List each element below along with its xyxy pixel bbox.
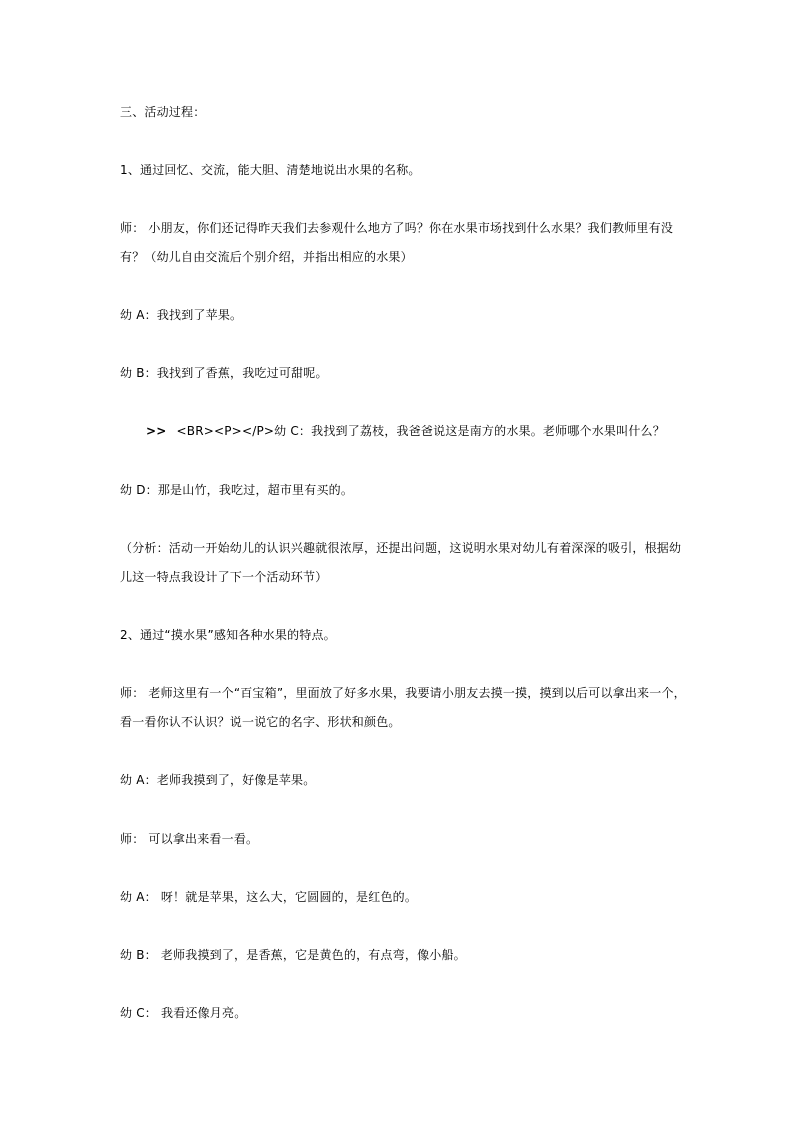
analysis-line-a: （分析：活动一开始幼儿的认识兴趣就很浓厚，还提出问题，这说明水果对幼儿有着深深的吸引，根据幼 bbox=[120, 541, 682, 555]
child-c-text: <BR><P></P>幼 C：我找到了荔枝，我爸爸说这是南方的水果。老师哪个水果叫什么？ bbox=[176, 424, 665, 438]
child-b-line-2: 幼 B： 老师我摸到了，是香蕉，它是黄色的，有点弯，像小船。 bbox=[120, 948, 466, 962]
teacher-line-1a: 师： 小朋友，你们还记得昨天我们去参观什么地方了吗？你在水果市场找到什么水果？我们教师里有没 bbox=[120, 221, 674, 235]
child-c-line-1 bbox=[146, 423, 665, 439]
child-c-line-2: 幼 C： 我看还像月亮。 bbox=[120, 1006, 247, 1020]
child-a-line-2: 幼 A：老师我摸到了，好像是苹果。 bbox=[120, 773, 316, 787]
teacher-line-2a: 师： 老师这里有一个“百宝箱”，里面放了好多水果，我要请小朋友去摸一摸，摸到以后可以拿出来一个， bbox=[120, 686, 686, 700]
step-1-heading: 1、通过回忆、交流，能大胆、清楚地说出水果的名称。 bbox=[120, 163, 421, 177]
teacher-line-1b: 有？（幼儿自由交流后个别介绍，并指出相应的水果） bbox=[120, 250, 413, 264]
marker-glyph: >> bbox=[146, 424, 167, 438]
child-d-line-1: 幼 D：那是山竹，我吃过，超市里有买的。 bbox=[120, 483, 354, 497]
step-2-heading: 2、通过“摸水果”感知各种水果的特点。 bbox=[120, 628, 336, 642]
child-a-line-3: 幼 A： 呀！就是苹果，这么大，它圆圆的，是红色的。 bbox=[120, 890, 418, 904]
teacher-line-2b: 看一看你认不认识？说一说它的名字、形状和颜色。 bbox=[120, 715, 401, 729]
child-b-line-1: 幼 B：我找到了香蕉，我吃过可甜呢。 bbox=[120, 366, 328, 380]
analysis-line-b: 儿这一特点我设计了下一个活动环节） bbox=[120, 570, 328, 584]
teacher-line-3: 师： 可以拿出来看一看。 bbox=[120, 832, 259, 846]
child-a-line-1: 幼 A：我找到了苹果。 bbox=[120, 308, 243, 322]
section-heading: 三、活动过程： bbox=[120, 105, 206, 119]
